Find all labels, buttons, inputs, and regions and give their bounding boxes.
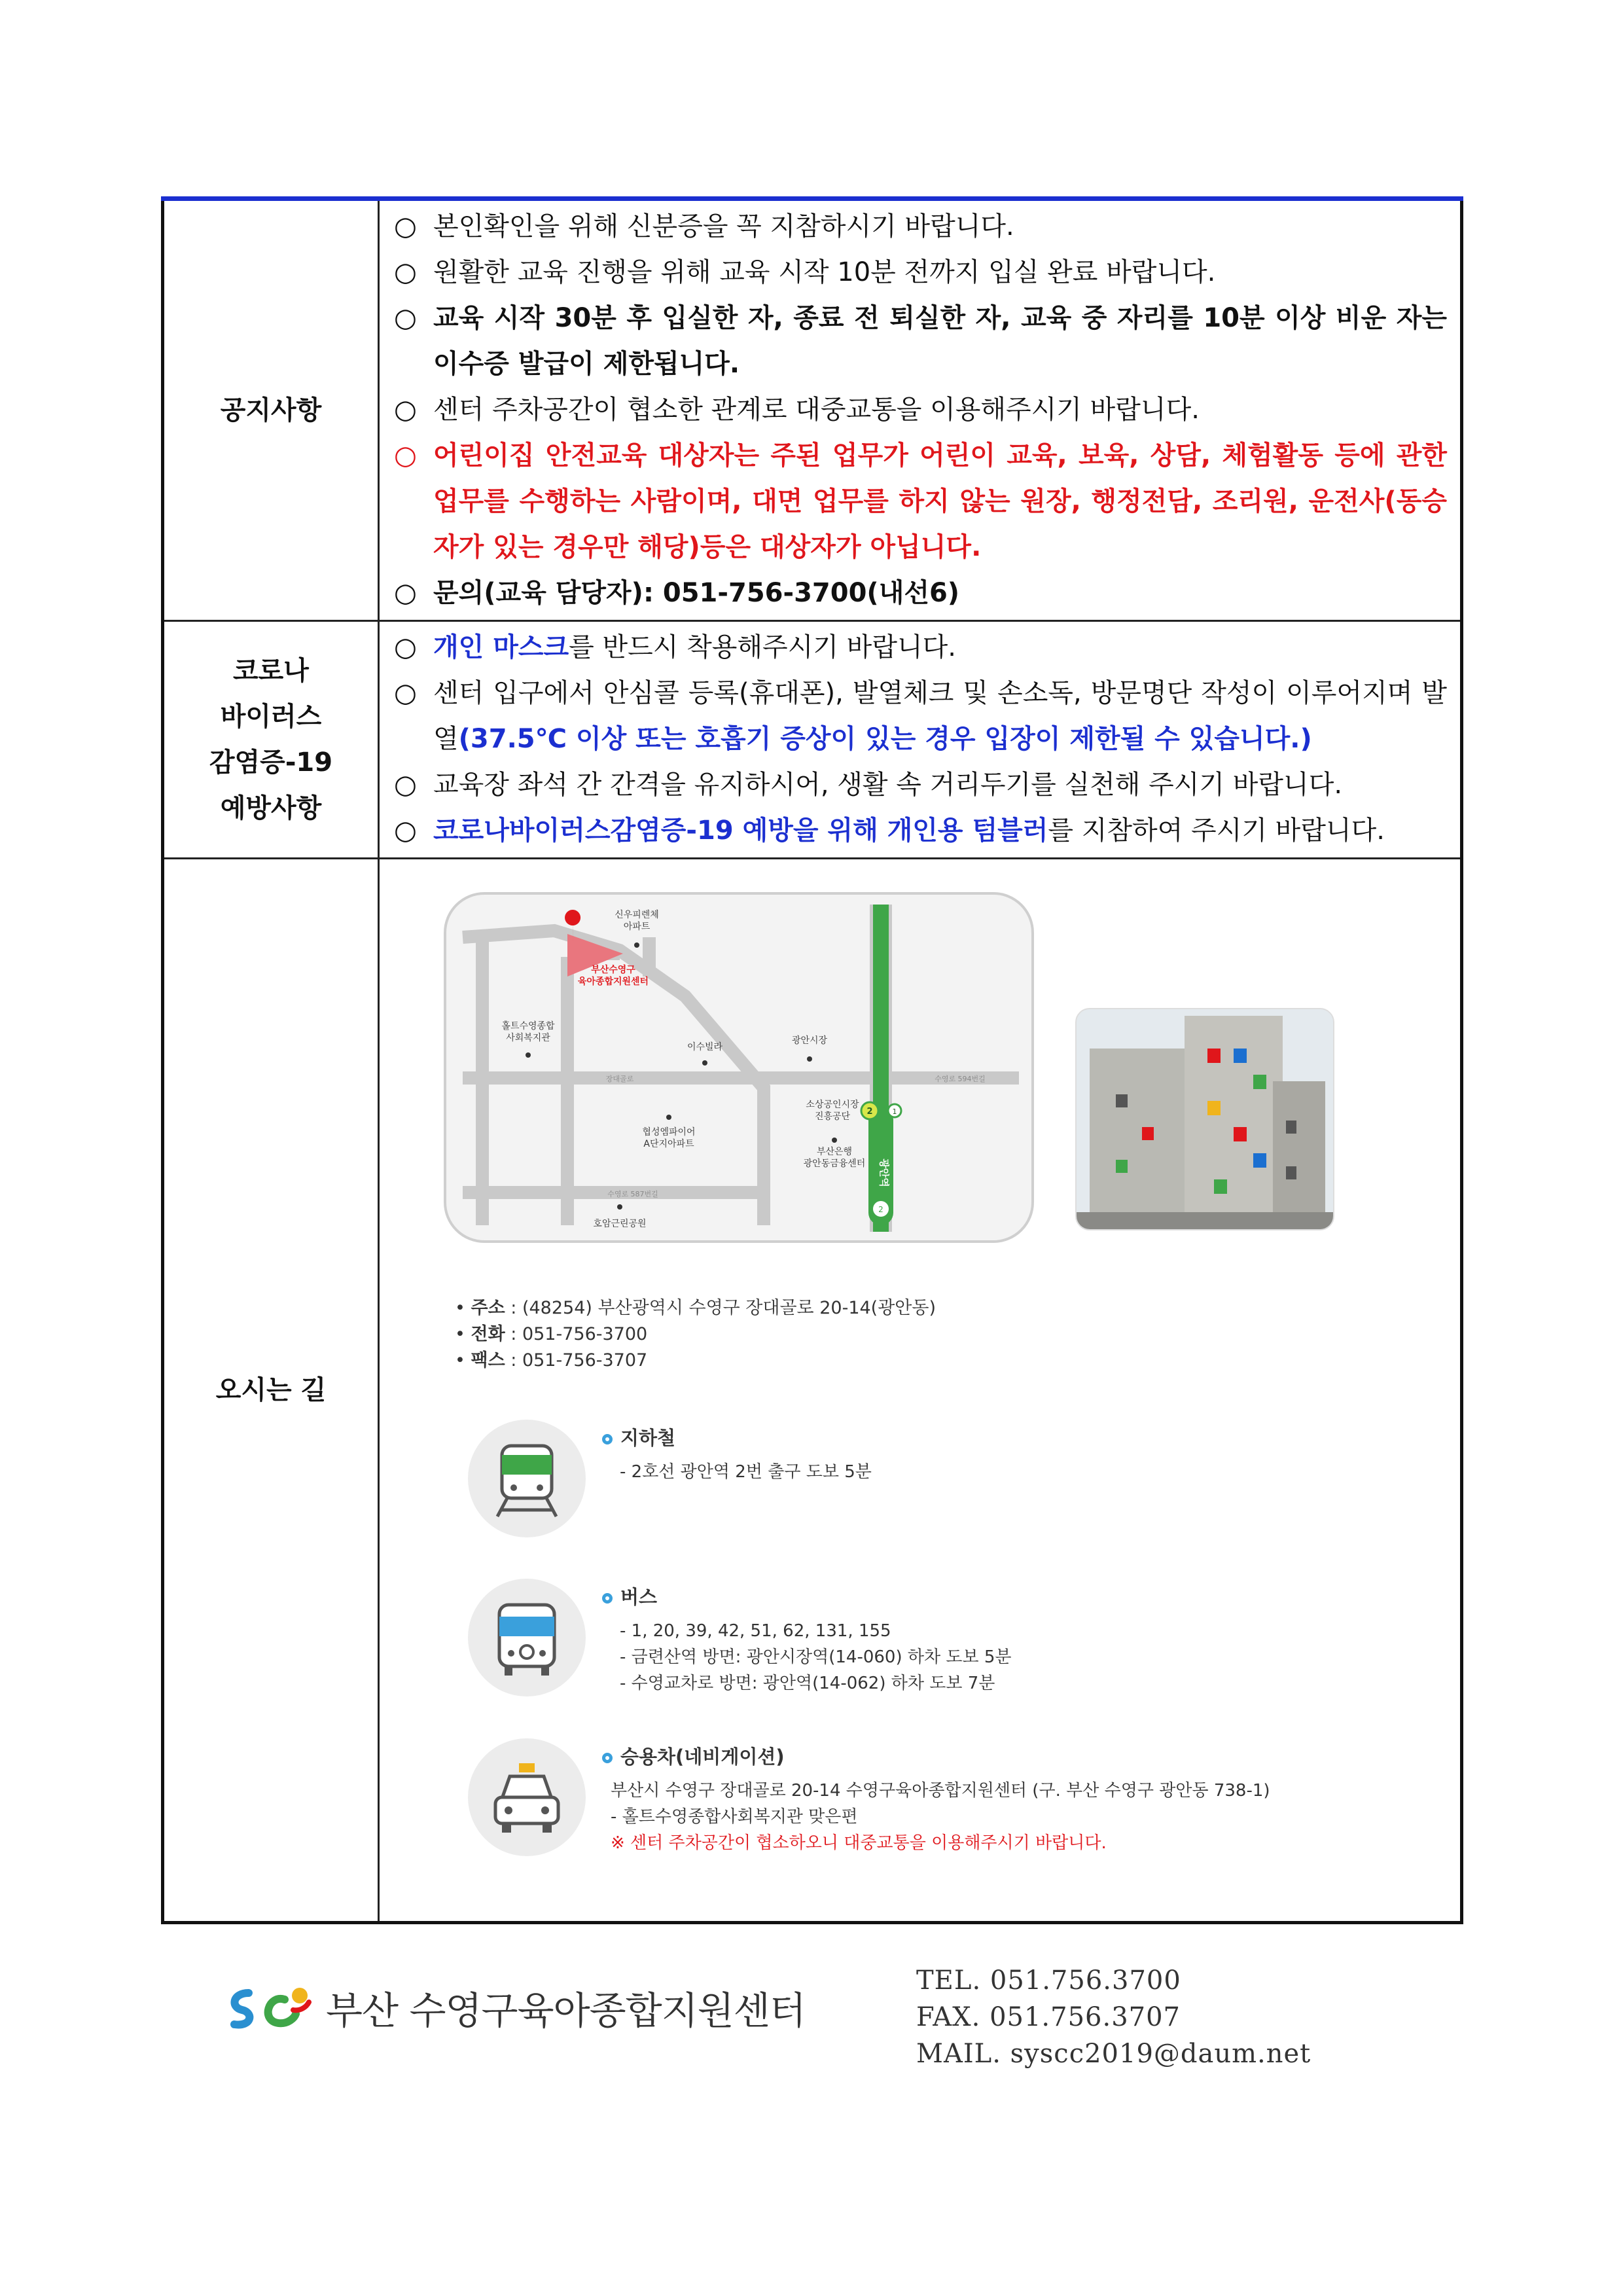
circle-bullet-icon: ○	[394, 678, 417, 708]
map-label-welfare1: 홀트수영종합	[501, 1021, 555, 1031]
map-label-apt-mid1: 협성엠파이어	[642, 1127, 696, 1138]
car-title: 승용차(네비게이션)	[602, 1742, 785, 1769]
contact-info	[455, 1295, 936, 1374]
footer-mail[interactable]: MAIL. syscc2019@daum.net	[916, 2039, 1311, 2069]
parking-warning: ※ 센터 주차공간이 협소하오니 대중교통을 이용해주시기 바랍니다.	[611, 1833, 1107, 1853]
circle-bullet-icon: ○	[394, 211, 417, 242]
footer-fax: FAX. 051.756.3707	[916, 2002, 1181, 2032]
notice-item: ○ 센터 주차공간이 협소한 관계로 대중교통을 이용해주시기 바랍니다.	[394, 387, 1447, 433]
map-label-bank2: 광안동금융센터	[803, 1158, 866, 1169]
subway-title: 지하철	[602, 1424, 675, 1450]
map-label-jangdae: 장대골로	[605, 1075, 634, 1083]
covid-item-distance: ○ 교육장 좌석 간 간격을 유지하시어, 생활 속 거리두기를 실천해 주시기 바랍니다.	[394, 762, 1447, 808]
map-label-sme1: 소상공인시장	[806, 1100, 859, 1110]
circle-bullet-icon: ○	[394, 440, 417, 471]
covid-item-check: ○ 센터 입구에서 안심콜 등록(휴대폰), 발열체크 및 손소독, 방문명단 작성이 이루어지며 발열(37.5℃ 이상 또는 호흡기 증상이 있는 경우 입장이 제한될 수 있습니다.)	[394, 670, 1447, 762]
map-label-market: 광안시장	[791, 1035, 828, 1046]
phone-line: • 전화 : 051-756-3700	[455, 1324, 648, 1344]
circle-bullet-icon: ○	[394, 578, 417, 608]
notice-row	[163, 199, 1462, 621]
car-lines: 부산시 수영구 장대골로 20-14 수영구육아종합지원센터 (구. 부산 수영구 광안동 738-1) - 홀트수영종합사회복지관 맞은편 ※ 센터 주차공간이 협소하오니 대중교통을 이용해주시기 바랍니다.	[611, 1778, 1270, 1856]
map-label-villa: 이수빌라	[687, 1042, 723, 1052]
address-line: • 주소 : (48254) 부산광역시 수영구 장대골로 20-14(광안동)	[455, 1298, 936, 1318]
notice-body	[379, 199, 1462, 621]
map-label-center1: 부산수영구	[591, 965, 635, 975]
circle-bullet-icon: ○	[394, 395, 417, 425]
location-map	[443, 891, 1035, 1244]
notice-item-contact: ○ 문의(교육 담당자): 051-756-3700(내선6)	[394, 570, 1447, 616]
map-label-exit1: 1	[892, 1107, 897, 1116]
circle-bullet-icon: ○	[394, 770, 417, 800]
directions-body	[379, 859, 1462, 1923]
notice-heading: 공지사항	[163, 199, 379, 621]
map-label-line2: 2	[866, 1107, 873, 1117]
map-label-apt-mid2: A단지아파트	[643, 1139, 694, 1149]
map-label-suyeong587: 수영로 587번길	[607, 1190, 658, 1198]
center-logo-icon	[223, 1981, 314, 2034]
fax-line: • 팩스 : 051-756-3707	[455, 1350, 648, 1371]
notice-item-eligibility: ○ 어린이집 안전교육 대상자는 주된 업무가 어린이 교육, 보육, 상담, 체험활동 등에 관한 업무를 수행하는 사람이며, 대면 업무를 하지 않는 원장, 행정전담, 조리원, 운전사(동승자가 있는 경우만 해당)등은 대상자가 아닙니다.	[394, 433, 1447, 570]
map-label-welfare2: 사회복지관	[506, 1033, 550, 1043]
map-label-park: 호암근린공원	[593, 1219, 647, 1229]
bus-title: 버스	[602, 1583, 657, 1609]
map-label-station: 광안역	[878, 1158, 890, 1187]
map-label-exit2: 2	[878, 1205, 883, 1214]
footer-logo	[223, 1980, 806, 2035]
map-label-bank1: 부산은행	[816, 1147, 853, 1157]
subway-icon	[468, 1420, 586, 1537]
map-label-apt-top2: 아파트	[623, 922, 651, 932]
center-name: 부산 수영구육아종합지원센터	[326, 1988, 806, 2033]
taxi-icon	[468, 1738, 586, 1856]
bus-lines: - 1, 20, 39, 42, 51, 62, 131, 155 - 금련산역 방면: 광안시장역(14-060) 하차 도보 5분 - 수영교차로 방면: 광안역(14-062) 하차 도보 7분	[620, 1621, 1012, 1693]
notice-item: ○ 본인확인을 위해 신분증을 꼭 지참하시기 바랍니다.	[394, 204, 1447, 249]
building-photo	[1075, 1008, 1334, 1230]
circle-bullet-icon: ○	[394, 257, 417, 287]
notice-item: ○ 원활한 교육 진행을 위해 교육 시작 10분 전까지 입실 완료 바랍니다.	[394, 249, 1447, 295]
circle-bullet-icon: ○	[394, 816, 417, 846]
map-label-sme2: 진흥공단	[814, 1111, 851, 1122]
footer-tel: TEL. 051.756.3700	[916, 1965, 1181, 1996]
circle-bullet-icon: ○	[394, 632, 417, 662]
covid-heading: 코로나 바이러스 감염증-19 예방사항	[163, 621, 379, 859]
map-label-center2: 육아종합지원센터	[577, 977, 649, 987]
covid-item-tumbler: ○ 코로나바이러스감염증-19 예방을 위해 개인용 텀블러를 지참하여 주시기 바랍니다.	[394, 808, 1447, 853]
map-label-suyeong594: 수영로 594번길	[935, 1075, 986, 1083]
circle-bullet-icon: ○	[394, 303, 417, 333]
covid-body	[379, 621, 1462, 859]
notice-item-restriction: ○ 교육 시작 30분 후 입실한 자, 종료 전 퇴실한 자, 교육 중 자리를 10분 이상 비운 자는 이수증 발급이 제한됩니다.	[394, 295, 1447, 387]
bus-icon	[468, 1579, 586, 1696]
footer-contact	[916, 1962, 1311, 2072]
info-table	[161, 196, 1463, 1924]
directions-heading: 오시는 길	[163, 859, 379, 1923]
subway-lines: - 2호선 광안역 2번 출구 도보 5분	[620, 1462, 872, 1482]
covid-row	[163, 621, 1462, 859]
map-label-apt-top: 신우피렌체	[615, 910, 659, 920]
covid-item-mask: ○ 개인 마스크를 반드시 착용해주시기 바랍니다.	[394, 624, 1447, 670]
directions-row	[163, 859, 1462, 1923]
